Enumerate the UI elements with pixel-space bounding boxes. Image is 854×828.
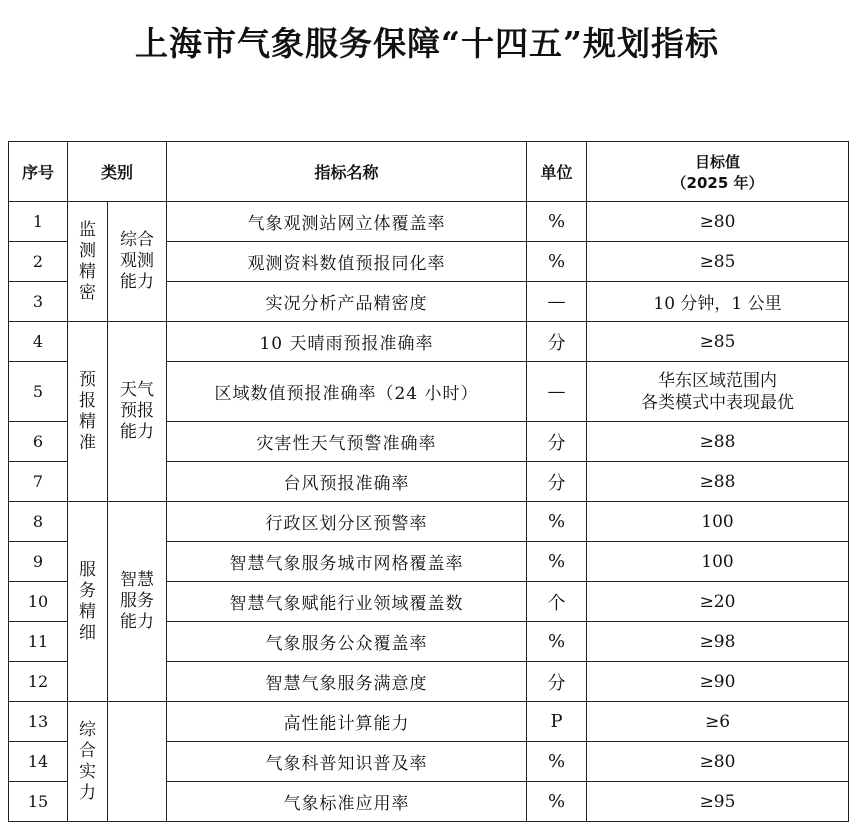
subcategory-cell bbox=[108, 502, 167, 702]
indicator-name: 气象观测站网立体覆盖率 bbox=[167, 202, 527, 242]
subcategory-cell bbox=[108, 202, 167, 322]
indicator-target: ≥85 bbox=[587, 242, 849, 282]
table-row bbox=[9, 702, 849, 742]
indicator-name: 气象科普知识普及率 bbox=[167, 742, 527, 782]
indicator-unit: % bbox=[527, 742, 587, 782]
category-cell bbox=[68, 702, 108, 822]
indicator-name: 10 天晴雨预报准确率 bbox=[167, 322, 527, 362]
table-header-row bbox=[9, 142, 849, 202]
category-cell bbox=[68, 502, 108, 702]
header-target-label: 目标值 bbox=[695, 152, 741, 171]
row-number: 6 bbox=[9, 422, 68, 462]
indicator-target: ≥88 bbox=[587, 422, 849, 462]
indicator-target: ≥80 bbox=[587, 202, 849, 242]
header-indicator: 指标名称 bbox=[167, 142, 527, 202]
row-number: 12 bbox=[9, 662, 68, 702]
indicator-target: 10 分钟，1 公里 bbox=[587, 282, 849, 322]
table-row bbox=[9, 202, 849, 242]
indicator-unit: P bbox=[527, 702, 587, 742]
row-number: 9 bbox=[9, 542, 68, 582]
indicator-name: 灾害性天气预警准确率 bbox=[167, 422, 527, 462]
indicator-name: 高性能计算能力 bbox=[167, 702, 527, 742]
indicator-unit: 分 bbox=[527, 322, 587, 362]
subcategory-name: 智慧 服务 能力 bbox=[120, 570, 154, 632]
row-number: 3 bbox=[9, 282, 68, 322]
row-number: 8 bbox=[9, 502, 68, 542]
indicator-name: 台风预报准确率 bbox=[167, 462, 527, 502]
row-number: 15 bbox=[9, 782, 68, 822]
indicator-unit: 分 bbox=[527, 662, 587, 702]
category-cell bbox=[68, 322, 108, 502]
row-number: 14 bbox=[9, 742, 68, 782]
header-target bbox=[587, 142, 849, 202]
row-number: 1 bbox=[9, 202, 68, 242]
category-name: 服 务 精 细 bbox=[79, 559, 96, 643]
indicator-target-line: 各类模式中表现最优 bbox=[641, 392, 795, 413]
indicator-target: ≥85 bbox=[587, 322, 849, 362]
category-name: 综 合 实 力 bbox=[79, 719, 96, 803]
indicator-target: ≥88 bbox=[587, 462, 849, 502]
indicator-target: ≥90 bbox=[587, 662, 849, 702]
indicator-unit: 个 bbox=[527, 582, 587, 622]
indicator-unit: 分 bbox=[527, 422, 587, 462]
indicator-target: ≥6 bbox=[587, 702, 849, 742]
row-number: 5 bbox=[9, 362, 68, 422]
indicator-name: 实况分析产品精密度 bbox=[167, 282, 527, 322]
page-title: 上海市气象服务保障“十四五”规划指标 bbox=[135, 24, 719, 63]
indicator-name: 行政区划分区预警率 bbox=[167, 502, 527, 542]
indicator-target: ≥95 bbox=[587, 782, 849, 822]
subcategory-cell bbox=[108, 322, 167, 502]
row-number: 4 bbox=[9, 322, 68, 362]
indicator-target bbox=[587, 362, 849, 422]
header-category: 类别 bbox=[68, 142, 167, 202]
indicator-unit: % bbox=[527, 242, 587, 282]
indicator-unit: 分 bbox=[527, 462, 587, 502]
category-name: 预 报 精 准 bbox=[79, 369, 96, 453]
row-number: 11 bbox=[9, 622, 68, 662]
indicator-unit: % bbox=[527, 622, 587, 662]
row-number: 7 bbox=[9, 462, 68, 502]
subcategory-name: 综合 观测 能力 bbox=[120, 230, 154, 292]
indicator-table bbox=[8, 141, 849, 822]
indicator-target: ≥20 bbox=[587, 582, 849, 622]
indicator-target-line: 华东区域范围内 bbox=[658, 370, 778, 391]
indicator-target: ≥98 bbox=[587, 622, 849, 662]
indicator-name: 智慧气象服务城市网格覆盖率 bbox=[167, 542, 527, 582]
indicator-unit: % bbox=[527, 542, 587, 582]
indicator-name: 区域数值预报准确率（24 小时） bbox=[167, 362, 527, 422]
indicator-name: 气象服务公众覆盖率 bbox=[167, 622, 527, 662]
header-unit: 单位 bbox=[527, 142, 587, 202]
subcategory-cell-empty bbox=[108, 702, 167, 822]
indicator-target: ≥80 bbox=[587, 742, 849, 782]
header-seq: 序号 bbox=[9, 142, 68, 202]
indicator-unit: — bbox=[527, 282, 587, 322]
category-name: 监 测 精 密 bbox=[79, 219, 96, 303]
category-cell bbox=[68, 202, 108, 322]
table-row bbox=[9, 322, 849, 362]
indicator-name: 智慧气象服务满意度 bbox=[167, 662, 527, 702]
subcategory-name: 天气 预报 能力 bbox=[120, 380, 154, 442]
row-number: 2 bbox=[9, 242, 68, 282]
table-row bbox=[9, 502, 849, 542]
indicator-target: 100 bbox=[587, 542, 849, 582]
indicator-unit: — bbox=[527, 362, 587, 422]
header-target-year: （2025 年） bbox=[671, 173, 764, 192]
indicator-target: 100 bbox=[587, 502, 849, 542]
indicator-name: 气象标准应用率 bbox=[167, 782, 527, 822]
indicator-unit: % bbox=[527, 202, 587, 242]
indicator-unit: % bbox=[527, 502, 587, 542]
indicator-name: 智慧气象赋能行业领域覆盖数 bbox=[167, 582, 527, 622]
indicator-unit: % bbox=[527, 782, 587, 822]
row-number: 10 bbox=[9, 582, 68, 622]
row-number: 13 bbox=[9, 702, 68, 742]
indicator-name: 观测资料数值预报同化率 bbox=[167, 242, 527, 282]
